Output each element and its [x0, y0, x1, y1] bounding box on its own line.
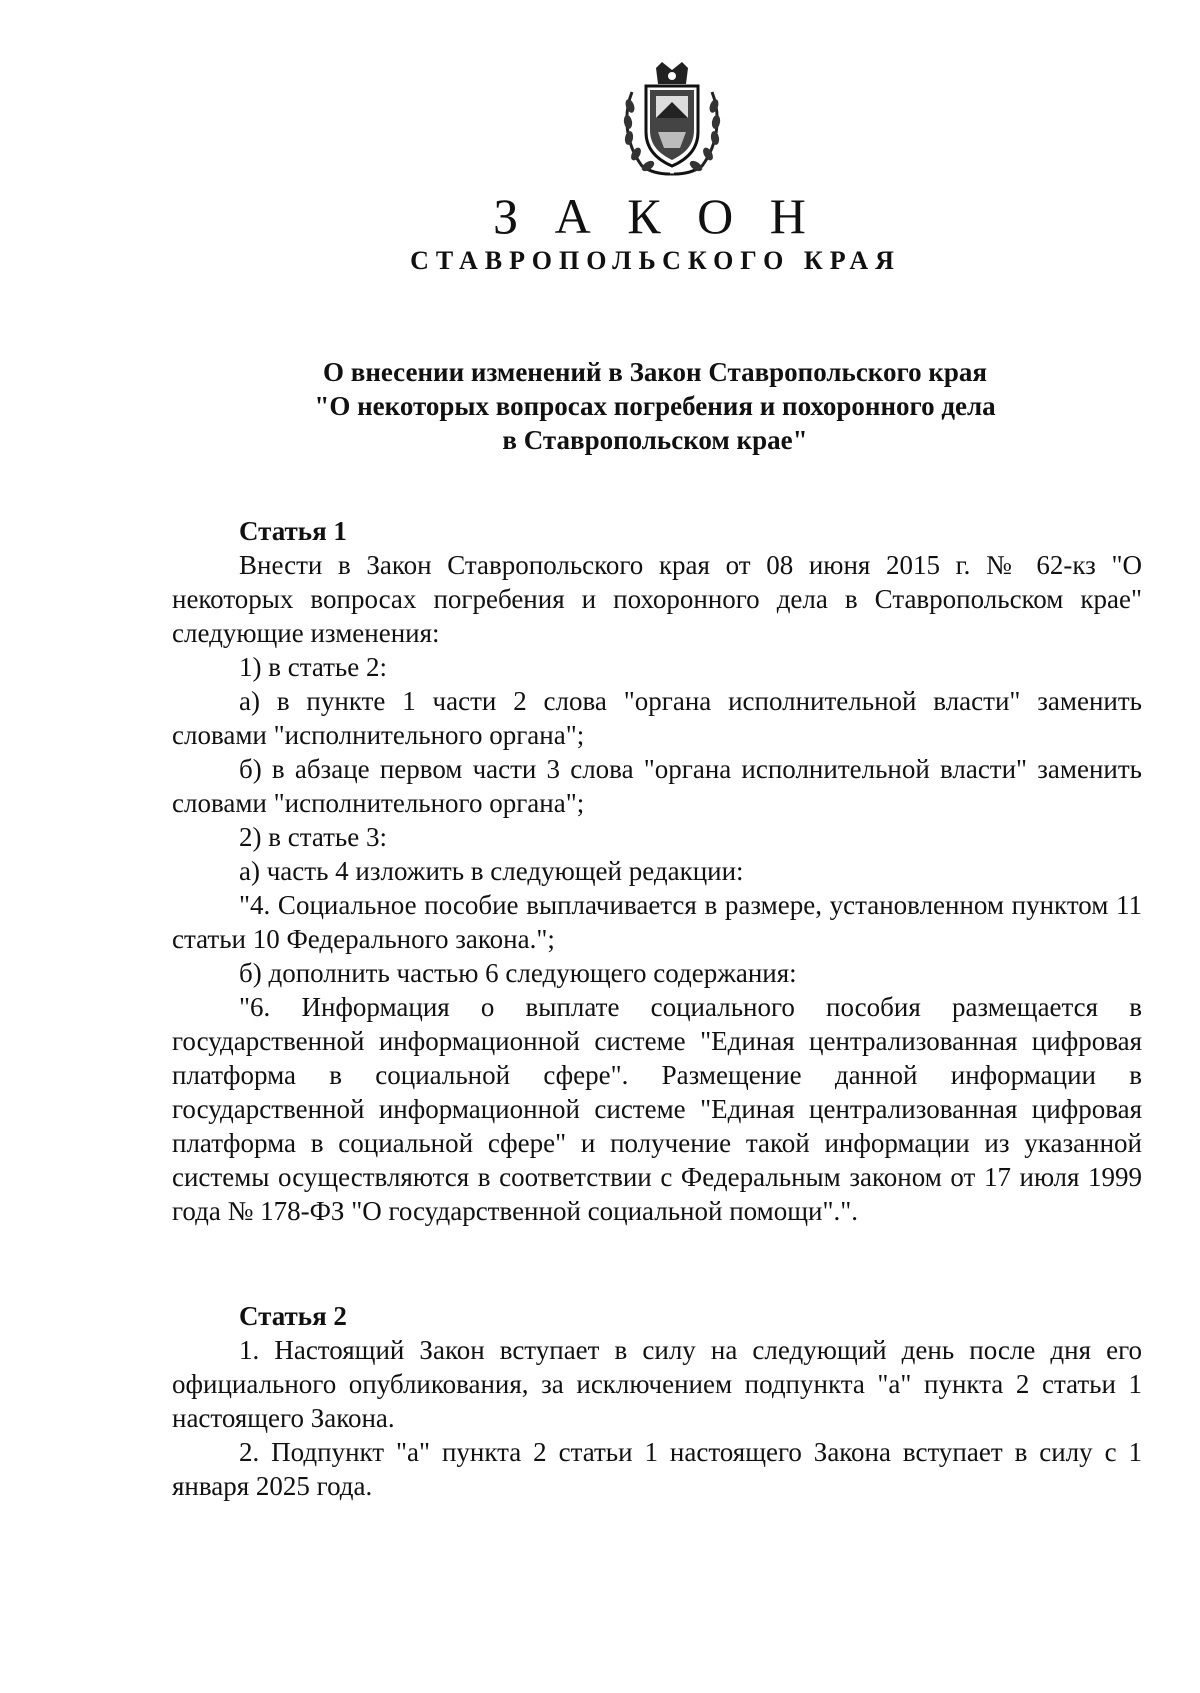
paragraph: Внести в Закон Ставропольского края от 08 июня 2015 г. № 62-кз "О некоторых вопросах погребения и похоронного дела в Ставропольском крае" следующие изменения: — [172, 550, 1142, 648]
heading-line: "О некоторых вопросах погребения и похоронного дела — [314, 391, 996, 421]
paragraph: б) в абзаце первом части 3 слова "органа исполнительной власти" заменить словами "исполнительного органа"; — [172, 754, 1142, 818]
article-2-title: Статья 2 — [239, 1301, 347, 1331]
paragraph: "6. Информация о выплате социального пособия размещается в государственной информационной системе "Единая централизованная цифровая платформа в социальной сфере". Размещение данной информации в государственной информационной системе "Единая централизованная цифровая платформа в социальной сфере" и получение такой информации из указанной системы осуществляются в соответствии с Федеральным законом от 17 июля 1999 года № 178-ФЗ "О государственной социальной помощи".". — [172, 992, 1142, 1226]
paragraph: а) часть 4 изложить в следующей редакции: — [239, 856, 744, 886]
law-subtitle: СТАВРОПОЛЬСКОГО КРАЯ — [410, 246, 901, 275]
paragraph: б) дополнить частью 6 следующего содержания: — [239, 958, 797, 988]
paragraph: "4. Социальное пособие выплачивается в размере, установленном пунктом 11 статьи 10 Федерального закона."; — [172, 890, 1142, 954]
paragraph: а) в пункте 1 части 2 слова "органа исполнительной власти" заменить словами "исполнительного органа"; — [172, 686, 1142, 750]
heading-line: О внесении изменений в Закон Ставропольского края — [322, 357, 988, 387]
article-1-title: Статья 1 — [239, 516, 347, 546]
paragraph: 1. Настоящий Закон вступает в силу на следующий день после дня его официального опубликования, за исключением подпункта "а" пункта 2 статьи 1 настоящего Закона. — [172, 1335, 1142, 1433]
paragraph: 1) в статье 2: — [239, 652, 387, 682]
paragraph: 2. Подпункт "а" пункта 2 статьи 1 настоящего Закона вступает в силу с 1 января 2025 года. — [172, 1437, 1142, 1501]
article-2-body — [172, 1333, 1142, 1503]
paragraph: 2) в статье 3: — [239, 822, 387, 852]
stavropol-coat-of-arms-icon — [620, 62, 724, 178]
heading-line: в Ставропольском крае" — [502, 425, 808, 455]
article-1-body — [172, 548, 1142, 1228]
law-title: З А К О Н — [493, 188, 818, 244]
document-heading — [170, 355, 1140, 457]
